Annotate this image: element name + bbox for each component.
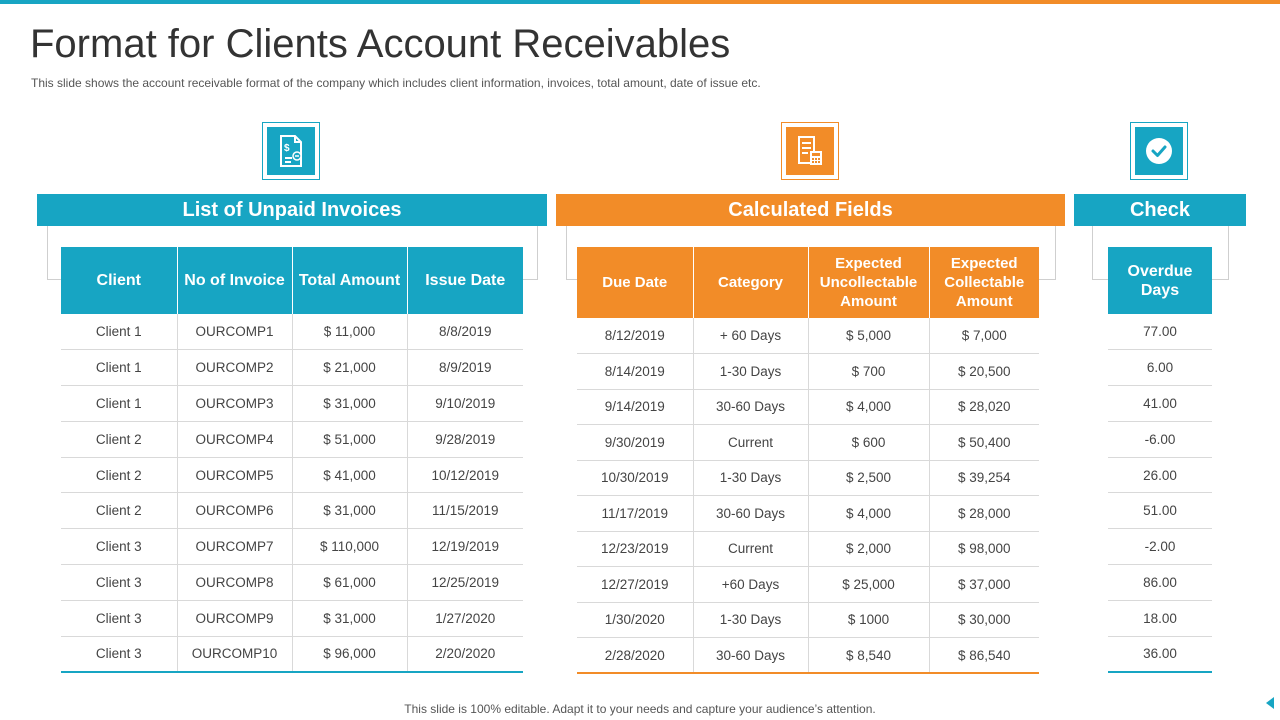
header-due-date: Due Date [577,247,693,318]
table-cell: 9/10/2019 [407,386,523,422]
table-row [577,602,1039,638]
table-cell: 10/12/2019 [407,457,523,493]
table-cell: $ 37,000 [929,567,1039,603]
table-cell: 2/20/2020 [407,636,523,672]
header-total-amount: Total Amount [292,247,407,314]
table-row [577,318,1039,354]
table-cell: $ 50,400 [929,425,1039,461]
unpaid-invoices-header: List of Unpaid Invoices [37,194,547,226]
table-cell: Client 3 [61,636,177,672]
table-cell: 9/30/2019 [577,425,693,461]
table-cell: $ 30,000 [929,602,1039,638]
table-cell: 51.00 [1108,493,1212,529]
table-cell: $ 41,000 [292,457,407,493]
top-accent-bar-orange [640,0,1280,4]
table-row [577,354,1039,390]
table-cell: $ 39,254 [929,460,1039,496]
table-row [1108,421,1212,457]
table-cell: 9/28/2019 [407,421,523,457]
header-overdue-days: Overdue Days [1108,247,1212,314]
table-cell: $ 61,000 [292,565,407,601]
table-cell: Client 3 [61,565,177,601]
table-cell: $ 31,000 [292,493,407,529]
top-accent-bar-blue [0,0,640,4]
table-row [1108,386,1212,422]
table-row [61,565,523,601]
header-client: Client [61,247,177,314]
table-cell: OURCOMP5 [177,457,292,493]
table-cell: OURCOMP7 [177,529,292,565]
header-expected-uncollectable: Expected Uncollectable Amount [808,247,929,318]
table-cell: Client 2 [61,421,177,457]
unpaid-invoices-table [61,247,523,673]
top-accent-bar [0,0,1280,4]
table-row [1108,565,1212,601]
table-cell: 30-60 Days [693,638,808,674]
table-cell: 18.00 [1108,600,1212,636]
table-cell: OURCOMP6 [177,493,292,529]
table-cell: OURCOMP2 [177,350,292,386]
table-cell: $ 31,000 [292,386,407,422]
table-row [61,493,523,529]
table-cell: $ 20,500 [929,354,1039,390]
calculated-fields-header: Calculated Fields [556,194,1065,226]
table-row [577,460,1039,496]
table-cell: $ 11,000 [292,314,407,350]
table-row [577,425,1039,461]
table-row [577,531,1039,567]
table-row [1108,314,1212,350]
table-cell: $ 96,000 [292,636,407,672]
table-cell: 8/14/2019 [577,354,693,390]
table-cell: $ 25,000 [808,567,929,603]
table-cell: 41.00 [1108,386,1212,422]
invoice-icon-box [262,122,320,180]
table-cell: $ 600 [808,425,929,461]
table-cell: 12/23/2019 [577,531,693,567]
table-row [577,638,1039,674]
table-cell: $ 51,000 [292,421,407,457]
table-row [1108,493,1212,529]
table-cell: 12/25/2019 [407,565,523,601]
table-cell: 11/15/2019 [407,493,523,529]
table-row [1108,457,1212,493]
table-cell: 30-60 Days [693,496,808,532]
table-cell: OURCOMP9 [177,600,292,636]
check-table [1108,247,1212,673]
footer-note: This slide is 100% editable. Adapt it to your needs and capture your audience’s attention. [404,702,876,716]
table-cell: $ 5,000 [808,318,929,354]
table-cell: -6.00 [1108,421,1212,457]
table-cell: $ 31,000 [292,600,407,636]
table-cell: Current [693,531,808,567]
table-cell: 10/30/2019 [577,460,693,496]
header-no-of-invoice: No of Invoice [177,247,292,314]
table-row [61,314,523,350]
table-cell: 6.00 [1108,350,1212,386]
table-cell: 86.00 [1108,565,1212,601]
table-cell: OURCOMP1 [177,314,292,350]
table-cell: Client 3 [61,600,177,636]
table-cell: $ 110,000 [292,529,407,565]
table-cell: 8/9/2019 [407,350,523,386]
back-arrow-icon[interactable] [1266,697,1274,709]
table-cell: + 60 Days [693,318,808,354]
table-row [1108,350,1212,386]
table-row [577,567,1039,603]
table-cell: $ 28,000 [929,496,1039,532]
table-cell: Client 3 [61,529,177,565]
table-row [61,421,523,457]
table-cell: 2/28/2020 [577,638,693,674]
table-cell: OURCOMP10 [177,636,292,672]
table-cell: 77.00 [1108,314,1212,350]
table-cell: Client 2 [61,457,177,493]
svg-text:$: $ [284,143,290,154]
table-cell: 30-60 Days [693,389,808,425]
table-cell: $ 7,000 [929,318,1039,354]
table-cell: 12/27/2019 [577,567,693,603]
table-cell: $ 98,000 [929,531,1039,567]
table-row [577,389,1039,425]
table-row [61,457,523,493]
header-issue-date: Issue Date [407,247,523,314]
table-cell: 1/27/2020 [407,600,523,636]
table-cell: 1-30 Days [693,354,808,390]
table-cell: $ 21,000 [292,350,407,386]
table-cell: Client 1 [61,386,177,422]
table-cell: 26.00 [1108,457,1212,493]
table-cell: +60 Days [693,567,808,603]
table-cell: $ 2,500 [808,460,929,496]
table-cell: 9/14/2019 [577,389,693,425]
table-cell: $ 28,020 [929,389,1039,425]
table-cell: $ 4,000 [808,496,929,532]
page-title: Format for Clients Account Receivables [30,22,731,66]
table-cell: $ 4,000 [808,389,929,425]
table-cell: OURCOMP8 [177,565,292,601]
check-icon-box [1130,122,1188,180]
table-row [61,386,523,422]
table-row [577,496,1039,532]
page-subtitle: This slide shows the account receivable format of the company which includes client information, invoices, total amount, date of issue etc. [31,76,761,90]
table-row [1108,529,1212,565]
header-expected-collectable: Expected Collectable Amount [929,247,1039,318]
table-cell: Client 1 [61,314,177,350]
receipt-calculator-icon [796,135,824,167]
table-row [61,600,523,636]
table-cell: 11/17/2019 [577,496,693,532]
table-cell: Current [693,425,808,461]
checkmark-icon [1144,136,1174,166]
table-cell: $ 2,000 [808,531,929,567]
table-row [61,636,523,672]
table-cell: $ 8,540 [808,638,929,674]
table-cell: 1-30 Days [693,460,808,496]
table-cell: OURCOMP4 [177,421,292,457]
table-row [61,350,523,386]
table-cell: $ 86,540 [929,638,1039,674]
table-row [61,529,523,565]
table-cell: -2.00 [1108,529,1212,565]
invoice-document-icon [278,135,304,167]
table-cell: Client 2 [61,493,177,529]
table-row [1108,600,1212,636]
table-cell: 12/19/2019 [407,529,523,565]
table-cell: $ 700 [808,354,929,390]
table-cell: 1/30/2020 [577,602,693,638]
check-header: Check [1074,194,1246,226]
calculated-icon-box [781,122,839,180]
table-cell: 8/12/2019 [577,318,693,354]
table-cell: $ 1000 [808,602,929,638]
calculated-fields-table [577,247,1039,674]
table-cell: 36.00 [1108,636,1212,672]
header-category: Category [693,247,808,318]
table-cell: 1-30 Days [693,602,808,638]
table-row [1108,636,1212,672]
table-cell: 8/8/2019 [407,314,523,350]
table-cell: OURCOMP3 [177,386,292,422]
table-cell: Client 1 [61,350,177,386]
